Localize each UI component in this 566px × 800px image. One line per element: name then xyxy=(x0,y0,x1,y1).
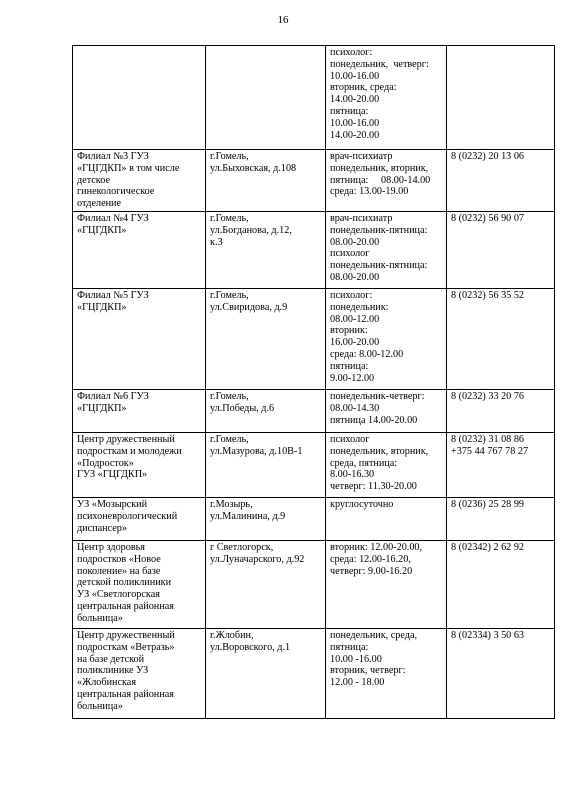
phone-cell xyxy=(447,497,555,540)
institution-name-line: детское xyxy=(77,174,110,186)
schedule-line: среда, пятница: xyxy=(330,457,398,469)
institution-name-cell xyxy=(73,389,206,432)
address-cell xyxy=(206,497,326,540)
schedule-line: понедельник, среда, xyxy=(330,629,418,641)
schedule-cell xyxy=(326,150,447,212)
schedule-cell xyxy=(326,211,447,288)
institution-name-cell xyxy=(73,150,206,212)
institution-name-cell xyxy=(73,46,206,150)
schedule-cell xyxy=(326,628,447,718)
table-row xyxy=(73,46,555,150)
phone-cell xyxy=(447,628,555,718)
address-line: ул.Воровского, д.1 xyxy=(210,641,291,653)
address-cell xyxy=(206,46,326,150)
schedule-line: понедельник: xyxy=(330,301,389,313)
schedule-line: понедельник, четверг: xyxy=(330,58,429,70)
schedule-line: 10.00-16.00 xyxy=(330,70,380,82)
schedule-line: понедельник-четверг: xyxy=(330,390,425,402)
institution-name-line: УЗ «Мозырский xyxy=(77,498,148,510)
schedule-line: понедельник, вторник, xyxy=(330,162,429,174)
schedule-line: среда: 13.00-19.00 xyxy=(330,186,409,198)
table-row xyxy=(73,288,555,389)
address-line: ул.Мазурова, д.10В-1 xyxy=(210,445,303,457)
institution-name-line: Филиал №4 ГУЗ xyxy=(77,212,149,224)
address-line: г.Гомель, xyxy=(210,433,249,445)
address-cell xyxy=(206,540,326,628)
schedule-line: 08.00-14.30 xyxy=(330,402,380,414)
schedule-cell xyxy=(326,46,447,150)
address-line: г.Гомель, xyxy=(210,289,249,301)
table-row xyxy=(73,432,555,497)
schedule-line: круглосуточно xyxy=(330,498,394,510)
institution-name-cell xyxy=(73,288,206,389)
schedule-line: понедельник, вторник, xyxy=(330,445,429,457)
schedule-line: понедельник-пятница: xyxy=(330,224,428,236)
institution-name-line: «ГЦГДКП» xyxy=(77,301,127,313)
table-body xyxy=(73,46,555,719)
phone-cell xyxy=(447,150,555,212)
institution-name-line: поликлинике УЗ xyxy=(77,665,149,677)
address-cell xyxy=(206,432,326,497)
address-line: ул.Быховская, д.108 xyxy=(210,162,297,174)
institution-name-line: «Подросток» xyxy=(77,457,134,469)
phone-line: 8 (0232) 20 13 06 xyxy=(451,151,525,162)
address-line: ул.Свиридова, д.9 xyxy=(210,301,288,313)
schedule-line: 08.00-12.00 xyxy=(330,313,380,325)
table-row xyxy=(73,211,555,288)
institution-name-line: Филиал №6 ГУЗ xyxy=(77,390,149,402)
schedule-line: 10.00 -16.00 xyxy=(330,653,382,665)
schedule-line: психолог: xyxy=(330,47,373,58)
schedule-line: вторник: xyxy=(330,325,368,337)
table-row xyxy=(73,628,555,718)
institution-name-line: подросткам «Ветразь» xyxy=(77,641,175,653)
schedule-line: 10.00-16.00 xyxy=(330,117,380,129)
institution-name-cell xyxy=(73,540,206,628)
schedule-line: 14.00-20.00 xyxy=(330,94,380,106)
table-row xyxy=(73,389,555,432)
institution-name-line: «ГЦГДКП» xyxy=(77,402,127,414)
address-line: г.Гомель, xyxy=(210,212,249,224)
schedule-line: пятница 14.00-20.00 xyxy=(330,414,418,426)
phone-line: 8 (02342) 2 62 92 xyxy=(451,541,525,553)
schedule-cell xyxy=(326,389,447,432)
phone-cell xyxy=(447,540,555,628)
schedule-line: 9.00-12.00 xyxy=(330,372,375,384)
schedule-cell xyxy=(326,497,447,540)
schedule-line: психолог xyxy=(330,433,370,445)
schedule-line: 16.00-20.00 xyxy=(330,337,380,349)
address-line: к.3 xyxy=(210,236,223,248)
schedule-line: психолог: xyxy=(330,289,373,301)
institution-name-line: Филиал №3 ГУЗ xyxy=(77,151,149,162)
table-row xyxy=(73,540,555,628)
address-cell xyxy=(206,389,326,432)
schedule-line: 14.00-20.00 xyxy=(330,129,380,141)
address-cell xyxy=(206,628,326,718)
institution-name-line: «ГЦГДКП» в том числе xyxy=(77,162,180,174)
phone-line: 8 (0232) 56 35 52 xyxy=(451,289,525,301)
schedule-line: вторник: 12.00-20.00, xyxy=(330,541,423,553)
phone-cell xyxy=(447,389,555,432)
schedule-cell xyxy=(326,432,447,497)
phone-line: 8 (02334) 3 50 63 xyxy=(451,629,525,641)
institution-name-line: Центр здоровья xyxy=(77,541,145,553)
schedule-line: пятница: xyxy=(330,105,369,117)
phone-cell xyxy=(447,211,555,288)
institution-name-cell xyxy=(73,628,206,718)
address-line: г.Гомель, xyxy=(210,390,249,402)
institution-name-line: центральная районная xyxy=(77,688,174,700)
address-line: ул.Луначарского, д.92 xyxy=(210,553,305,565)
phone-line: 8 (0232) 33 20 76 xyxy=(451,390,525,402)
institution-name-line: «Жлобинская xyxy=(77,677,137,689)
institution-name-line: на базе детской xyxy=(77,653,145,665)
institution-name-line: Центр дружественный xyxy=(77,433,175,445)
schedule-cell xyxy=(326,288,447,389)
address-line: ул.Малинина, д.9 xyxy=(210,510,286,522)
institution-name-line: Филиал №5 ГУЗ xyxy=(77,289,149,301)
institution-name-line: Центр дружественный xyxy=(77,629,175,641)
schedule-line: пятница: 08.00-14.00 xyxy=(330,174,431,186)
table-row xyxy=(73,497,555,540)
address-cell xyxy=(206,288,326,389)
address-line: ул.Победы, д.6 xyxy=(210,402,275,414)
table-row xyxy=(73,150,555,212)
institution-name-line: ГУЗ «ГЦГДКП» xyxy=(77,469,148,481)
phone-line: 8 (0236) 25 28 99 xyxy=(451,498,525,510)
institution-name-cell xyxy=(73,432,206,497)
schedule-line: 12.00 - 18.00 xyxy=(330,677,385,689)
schedule-line: вторник, четверг: xyxy=(330,665,406,677)
phone-cell xyxy=(447,432,555,497)
institution-name-line: диспансер» xyxy=(77,522,127,534)
schedule-line: вторник, среда: xyxy=(330,82,397,94)
phone-cell xyxy=(447,46,555,150)
institution-name-line: больница» xyxy=(77,612,123,624)
institution-name-line: психоневрологический xyxy=(77,510,178,522)
institution-name-line: УЗ «Светлогорская xyxy=(77,589,160,601)
schedule-line: 08.00-20.00 xyxy=(330,236,380,248)
institutions-table xyxy=(72,45,555,719)
page-number: 16 xyxy=(277,14,289,26)
schedule-line: среда: 12.00-16.20, xyxy=(330,553,411,565)
institution-name-line: центральная районная xyxy=(77,600,174,612)
institution-name-line: «ГЦГДКП» xyxy=(77,224,127,236)
schedule-cell xyxy=(326,540,447,628)
schedule-line: четверг: 11.30-20.00 xyxy=(330,481,417,493)
schedule-line: четверг: 9.00-16.20 xyxy=(330,565,413,577)
address-line: г Светлогорск, xyxy=(210,541,274,553)
address-line: г.Гомель, xyxy=(210,151,249,162)
phone-line: +375 44 767 78 27 xyxy=(451,445,529,457)
schedule-line: врач-психиатр xyxy=(330,212,393,224)
address-cell xyxy=(206,211,326,288)
institution-name-cell xyxy=(73,211,206,288)
institution-name-line: подростков «Новое xyxy=(77,553,161,565)
phone-line: 8 (0232) 31 08 86 xyxy=(451,433,525,445)
address-line: ул.Богданова, д.12, xyxy=(210,224,292,236)
schedule-line: врач-психиатр xyxy=(330,151,393,162)
institution-name-line: гинекологическое xyxy=(77,186,155,198)
schedule-line: пятница: xyxy=(330,360,369,372)
institution-name-line: детской поликлиники xyxy=(77,577,172,589)
schedule-line: 08.00-20.00 xyxy=(330,271,380,283)
phone-line: 8 (0232) 56 90 07 xyxy=(451,212,525,224)
schedule-line: понедельник-пятница: xyxy=(330,260,428,272)
institution-name-line: отделение xyxy=(77,198,122,210)
institution-name-cell xyxy=(73,497,206,540)
address-line: г.Мозырь, xyxy=(210,498,253,510)
address-cell xyxy=(206,150,326,212)
schedule-line: среда: 8.00-12.00 xyxy=(330,348,404,360)
schedule-line: 8.00-16.30 xyxy=(330,469,375,481)
institution-name-line: подросткам и молодежи xyxy=(77,445,182,457)
phone-cell xyxy=(447,288,555,389)
institution-name-line: больница» xyxy=(77,700,123,712)
schedule-line: психолог xyxy=(330,248,370,260)
address-line: г.Жлобин, xyxy=(210,629,254,641)
schedule-line: пятница: xyxy=(330,641,369,653)
institution-name-line: поколение» на базе xyxy=(77,565,161,577)
